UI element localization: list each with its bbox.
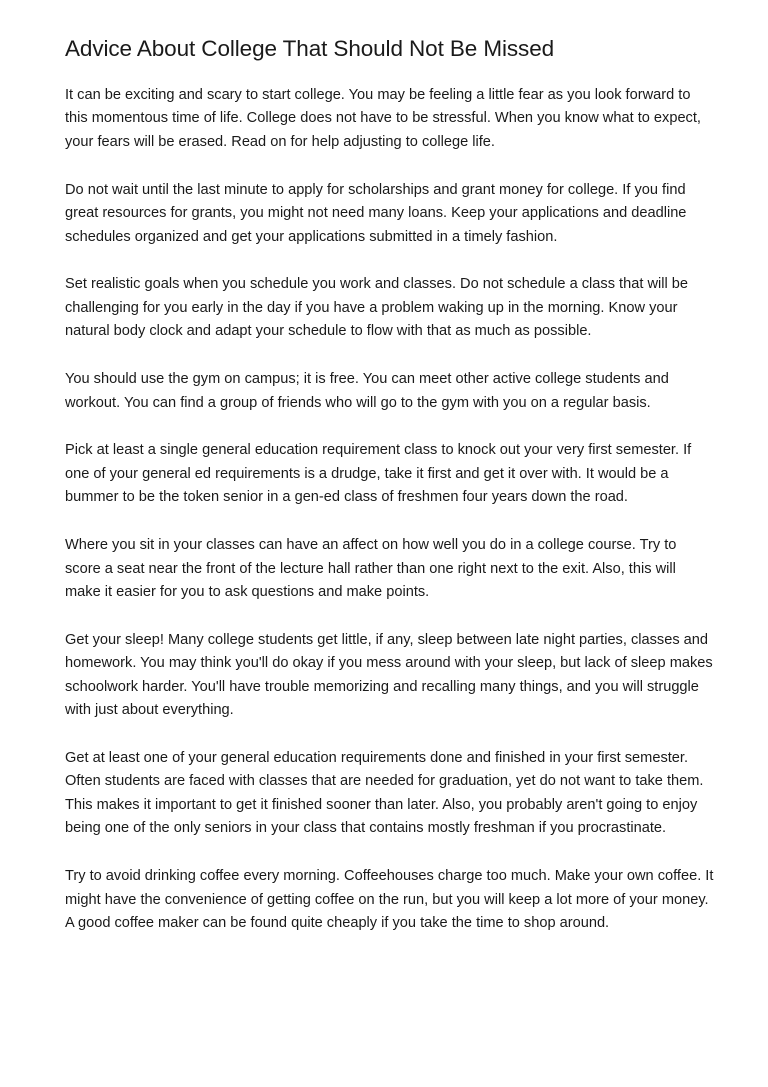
paragraph-realistic-goals: Set realistic goals when you schedule you work and classes. Do not schedule a class that will be challenging for you early in the day if you have a problem waking up in the morning. Know your natural body clock and adapt your schedule to flow with that as much as possible. bbox=[65, 276, 688, 340]
paragraph-coffee: Try to avoid drinking coffee every morning. Coffeehouses charge too much. Make your own coffee. It might have the convenience of getting coffee on the run, but you will keep a lot more of your money. A good coffee maker can be found quite cheaply if you take the time to shop around. bbox=[65, 868, 714, 931]
paragraph-sleep: Get your sleep! Many college students get little, if any, sleep between late night parties, classes and homework. You may think you'll do okay if you mess around with your sleep, but lack of sleep makes schoolwork harder. You'll have trouble memorizing and recalling many things, and you will struggle with just about everything. bbox=[65, 631, 713, 719]
paragraph-intro: It can be exciting and scary to start college. You may be feeling a little fear as you look forward to this momentous time of life. College does not have to be stressful. When you know what to expect, your fears will be erased. Read on for help adjusting to college life. bbox=[65, 87, 701, 150]
paragraph-scholarships: Do not wait until the last minute to apply for scholarships and grant money for college. If you find great resources for grants, you might not need many loans. Keep your applications and deadline schedules organized and get your applications submitted in a timely fashion. bbox=[65, 181, 687, 245]
document-body bbox=[65, 84, 715, 935]
paragraph-gen-ed-first-semester: Get at least one of your general education requirements done and finished in your first semester. Often students are faced with classes that are needed for graduation, yet do not want to take them. This makes it important to get it finished sooner than later. Also, you probably aren't going to enjoy being one of the only seniors in your class that contains mostly freshman if you procrastinate. bbox=[65, 750, 704, 837]
paragraph-gen-ed-class: Pick at least a single general education requirement class to knock out your very first semester. If one of your general ed requirements is a drudge, take it first and get it over with. It would be a bummer to be the token senior in a gen-ed class of freshmen four years down the road. bbox=[65, 442, 692, 506]
paragraph-campus-gym: You should use the gym on campus; it is free. You can meet other active college students and workout. You can find a group of friends who will go to the gym with you on a regular basis. bbox=[65, 371, 669, 411]
document-title: Advice About College That Should Not Be Missed bbox=[65, 36, 555, 61]
paragraph-seating: Where you sit in your classes can have an affect on how well you do in a college course. Try to score a seat near the front of the lecture hall rather than one right next to the exit. Also, this will make it easier for you to ask questions and make points. bbox=[65, 537, 677, 600]
document-page bbox=[65, 34, 715, 960]
